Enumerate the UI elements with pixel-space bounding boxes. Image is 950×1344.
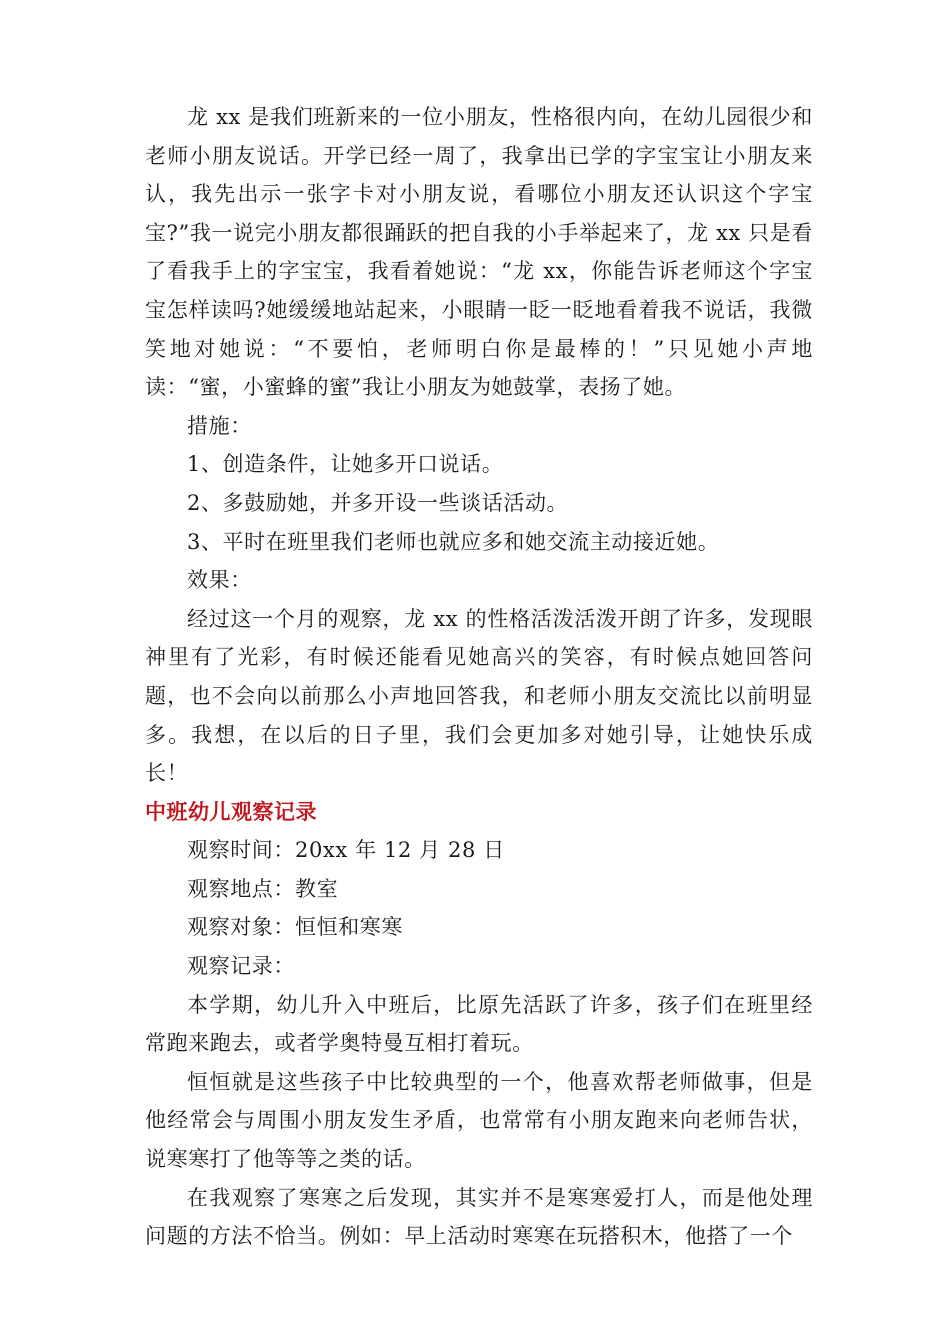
measures-label: 措施： [187, 413, 252, 438]
observation-subject: 观察对象：恒恒和寒寒 [187, 915, 403, 940]
effect-paragraph: 经过这一个月的观察，龙 xx 的性格活泼活泼开朗了许多，发现眼神里有了光彩，有时候还能看见她高兴的笑容，有时候点她回答问题，也不会向以前那么小声地回答我，和老师小朋友交流比以前明显多。我想，在以后的日子里，我们会更加多对她引导，让她快乐成长！ [145, 606, 813, 786]
observation-story-paragraph: 龙 xx 是我们班新来的一位小朋友，性格很内向，在幼儿园很少和老师小朋友说话。开学已经一周了，我拿出已学的字宝宝让小朋友来认，我先出示一张字卡对小朋友说，看哪位小朋友还认识这个字宝宝?”我一说完小朋友都很踊跃的把自我的小手举起来了，龙 xx 只是看了看我手上的字宝宝，我看着她说：“龙 xx，你能告诉老师这个字宝宝怎样读吗?她缓缓地站起来，小眼睛一眨一眨地看着我不说话，我微笑地对她说：“不要怕，老师明白你是最棒的！”只见她小声地读：“蜜，小蜜蜂的蜜”我让小朋友为她鼓掌，表扬了她。 [145, 105, 813, 400]
record-paragraph-1: 本学期，幼儿升入中班后，比原先活跃了许多，孩子们在班里经常跑来跑去，或者学奥特曼互相打着玩。 [145, 992, 813, 1056]
effect-label: 效果： [187, 568, 252, 593]
measure-item-1: 1、创造条件，让她多开口说话。 [187, 452, 504, 477]
observation-time: 观察时间：20xx 年 12 月 28 日 [187, 838, 505, 863]
section-heading: 中班幼儿观察记录 [145, 798, 317, 824]
observation-record-label: 观察记录： [187, 954, 295, 979]
document-page [145, 98, 813, 1256]
observation-place: 观察地点：教室 [187, 876, 339, 901]
measure-item-3: 3、平时在班里我们老师也就应多和她交流主动接近她。 [187, 529, 720, 554]
record-paragraph-3: 在我观察了寒寒之后发现，其实并不是寒寒爱打人，而是他处理问题的方法不恰当。例如：早上活动时寒寒在玩搭积木，他搭了一个 [145, 1185, 813, 1249]
record-paragraph-2: 恒恒就是这些孩子中比较典型的一个，他喜欢帮老师做事，但是他经常会与周围小朋友发生矛盾，也常常有小朋友跑来向老师告状，说寒寒打了他等等之类的话。 [145, 1069, 813, 1172]
measure-item-2: 2、多鼓励她，并多开设一些谈话活动。 [187, 490, 569, 515]
